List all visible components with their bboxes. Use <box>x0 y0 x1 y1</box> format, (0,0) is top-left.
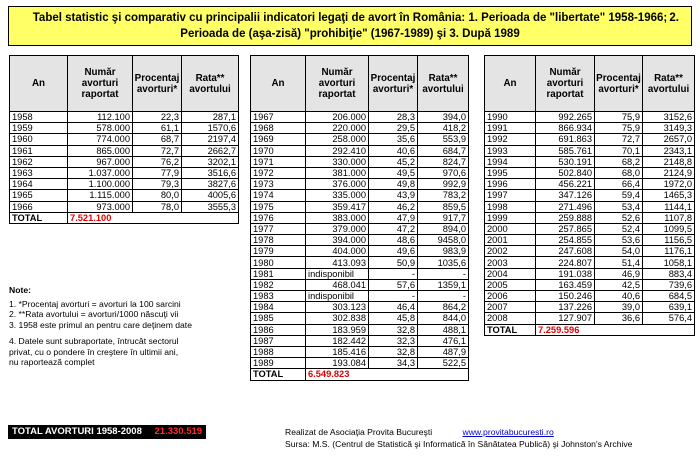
header-abortion-rate: Rata** avortului <box>182 56 239 112</box>
cell-abortion-rate: 3149,3 <box>643 123 695 134</box>
cell-abortion-percent: 75,9 <box>595 123 643 134</box>
cell-abortion-rate: 844,0 <box>418 313 469 324</box>
header-abortions-count: Număr avorturi raportat <box>68 56 133 112</box>
cell-abortions-count: 302.838 <box>306 313 369 324</box>
cell-abortions-count: 247.608 <box>536 246 595 257</box>
cell-year: 1961 <box>10 145 68 156</box>
cell-abortion-percent: 79,3 <box>133 179 182 190</box>
cell-abortions-count: indisponibil <box>306 268 369 279</box>
cell-abortion-percent: 51,4 <box>595 257 643 268</box>
cell-year: 1963 <box>10 167 68 178</box>
cell-abortion-percent: 59,4 <box>595 190 643 201</box>
cell-abortions-count: 1.115.000 <box>68 190 133 201</box>
cell-year: 1986 <box>251 324 306 335</box>
cell-abortions-count: 220.000 <box>306 123 369 134</box>
cell-year: 1993 <box>485 145 536 156</box>
cell-year: 1969 <box>251 134 306 145</box>
cell-abortion-rate: 2148,8 <box>643 156 695 167</box>
cell-abortion-rate: 824,7 <box>418 156 469 167</box>
header-year: An <box>251 56 306 112</box>
table-row <box>485 179 695 190</box>
table-row <box>251 167 469 178</box>
cell-abortion-rate: 4005,6 <box>182 190 239 201</box>
table-row <box>485 302 695 313</box>
cell-abortion-rate: 488,1 <box>418 324 469 335</box>
cell-abortion-rate: 970,6 <box>418 167 469 178</box>
cell-abortion-rate: - <box>418 268 469 279</box>
cell-abortions-count: 191.038 <box>536 268 595 279</box>
cell-abortion-rate: 3152,6 <box>643 112 695 123</box>
table-1967-1989 <box>250 55 469 381</box>
cell-abortions-count: 335.000 <box>306 190 369 201</box>
grand-total-label: TOTAL AVORTURI 1958-2008 <box>12 426 142 437</box>
cell-abortion-rate: 783,2 <box>418 190 469 201</box>
cell-year: 1987 <box>251 335 306 346</box>
cell-abortion-percent: 61,1 <box>133 123 182 134</box>
cell-abortions-count: 150.246 <box>536 291 595 302</box>
table-row <box>251 291 469 302</box>
table-row <box>485 134 695 145</box>
total-label: TOTAL <box>10 212 68 223</box>
cell-abortion-percent: 47,2 <box>369 223 418 234</box>
table-row <box>485 123 695 134</box>
note-item: 1. *Procentaj avorturi = avorturi la 100 sarcini <box>9 298 181 309</box>
cell-abortions-count: 967.000 <box>68 156 133 167</box>
table-row <box>251 324 469 335</box>
header-year: An <box>10 56 68 112</box>
cell-abortion-rate: 1359,1 <box>418 279 469 290</box>
cell-abortions-count: 292.410 <box>306 145 369 156</box>
cell-year: 1983 <box>251 291 306 302</box>
cell-year: 1981 <box>251 268 306 279</box>
table-row <box>251 257 469 268</box>
title-line-1: Tabel statistic şi comparativ cu principalii indicatori legaţi de avort în România: 1. Perioada de "libertate" 1958-1966; <box>32 12 668 24</box>
total-row <box>485 324 695 335</box>
cell-abortion-percent: 35,6 <box>369 134 418 145</box>
table-row <box>10 201 239 212</box>
cell-year: 1976 <box>251 212 306 223</box>
cell-abortion-percent: 50,9 <box>369 257 418 268</box>
table-row <box>251 235 469 246</box>
table-row <box>10 134 239 145</box>
cell-abortions-count: 502.840 <box>536 167 595 178</box>
table-row <box>10 145 239 156</box>
cell-abortion-rate: 864,2 <box>418 302 469 313</box>
cell-abortion-percent: 42,5 <box>595 279 643 290</box>
cell-abortion-percent: 76,2 <box>133 156 182 167</box>
cell-year: 1977 <box>251 223 306 234</box>
cell-abortion-rate: 917,7 <box>418 212 469 223</box>
cell-abortion-percent: 48,6 <box>369 235 418 246</box>
cell-abortion-percent: 46,9 <box>595 268 643 279</box>
cell-abortion-rate: 1156,5 <box>643 235 695 246</box>
cell-year: 1970 <box>251 145 306 156</box>
table-row <box>485 279 695 290</box>
cell-abortion-rate: 1144,1 <box>643 201 695 212</box>
table-row <box>10 123 239 134</box>
table-row <box>10 179 239 190</box>
table-row <box>485 257 695 268</box>
cell-abortion-rate: 418,2 <box>418 123 469 134</box>
cell-abortion-percent: - <box>369 268 418 279</box>
cell-abortion-rate: 883,4 <box>643 268 695 279</box>
cell-abortions-count: 383.000 <box>306 212 369 223</box>
cell-abortion-percent: 32,8 <box>369 346 418 357</box>
cell-year: 1992 <box>485 134 536 145</box>
header-abortion-percent: Procentaj avorturi* <box>369 56 418 112</box>
cell-abortion-rate: 3202,1 <box>182 156 239 167</box>
cell-abortion-percent: 34,3 <box>369 358 418 369</box>
table-row <box>485 223 695 234</box>
cell-year: 1985 <box>251 313 306 324</box>
table-row <box>251 279 469 290</box>
cell-year: 1984 <box>251 302 306 313</box>
cell-abortion-rate: 739,6 <box>643 279 695 290</box>
cell-year: 1994 <box>485 156 536 167</box>
cell-abortions-count: 163.459 <box>536 279 595 290</box>
website-link[interactable]: www.provitabucuresti.ro <box>462 427 554 437</box>
cell-abortion-percent: 46,4 <box>369 302 418 313</box>
table-row <box>485 112 695 123</box>
cell-abortion-percent: 49,8 <box>369 179 418 190</box>
cell-abortion-percent: 32,3 <box>369 335 418 346</box>
cell-abortion-rate: 9458,0 <box>418 235 469 246</box>
cell-abortion-rate: 684,7 <box>418 145 469 156</box>
cell-abortion-rate: 2124,9 <box>643 167 695 178</box>
cell-abortions-count: 330.000 <box>306 156 369 167</box>
cell-abortion-percent: 40,6 <box>369 145 418 156</box>
table-row <box>251 335 469 346</box>
cell-abortions-count: 206.000 <box>306 112 369 123</box>
cell-year: 1989 <box>251 358 306 369</box>
table-row <box>485 235 695 246</box>
table-row <box>485 167 695 178</box>
grand-total-value: 21.330.519 <box>154 426 203 437</box>
cell-abortion-percent: 68,7 <box>133 134 182 145</box>
cell-abortions-count: 774.000 <box>68 134 133 145</box>
cell-abortion-rate: 684,5 <box>643 291 695 302</box>
title-number: 2. <box>669 12 679 24</box>
table-row <box>485 145 695 156</box>
cell-abortion-rate: 1035,6 <box>418 257 469 268</box>
cell-abortion-rate: 553,9 <box>418 134 469 145</box>
note-item: 4. Datele sunt subraportate, întrucât sectorul privat, cu o pondere în creştere în ultimii ani, nu raportează complet <box>9 336 179 367</box>
cell-abortion-percent: 72,7 <box>595 134 643 145</box>
cell-abortions-count: 865.000 <box>68 145 133 156</box>
cell-year: 1958 <box>10 112 68 123</box>
cell-abortion-percent: 46,2 <box>369 201 418 212</box>
table-row <box>485 201 695 212</box>
cell-abortions-count: 468.041 <box>306 279 369 290</box>
cell-abortion-rate: 287,1 <box>182 112 239 123</box>
header-abortions-count: Număr avorturi raportat <box>306 56 369 112</box>
cell-abortion-percent: 22,3 <box>133 112 182 123</box>
cell-abortion-percent: 53,4 <box>595 201 643 212</box>
table-row <box>251 358 469 369</box>
header-abortion-percent: Procentaj avorturi* <box>133 56 182 112</box>
cell-abortion-percent: 80,0 <box>133 190 182 201</box>
cell-year: 2006 <box>485 291 536 302</box>
cell-year: 1973 <box>251 179 306 190</box>
cell-abortion-rate: 576,4 <box>643 313 695 324</box>
total-label: TOTAL <box>485 324 536 335</box>
total-row <box>251 369 469 380</box>
table-row <box>251 212 469 223</box>
cell-abortions-count: 578.000 <box>68 123 133 134</box>
table-row <box>251 302 469 313</box>
table-row <box>251 268 469 279</box>
cell-abortions-count: 359.417 <box>306 201 369 212</box>
cell-abortions-count: 182.442 <box>306 335 369 346</box>
cell-abortion-rate: 1465,3 <box>643 190 695 201</box>
table-row <box>251 246 469 257</box>
table-row <box>251 346 469 357</box>
cell-abortion-rate: 1099,5 <box>643 223 695 234</box>
cell-abortion-percent: 68,2 <box>595 156 643 167</box>
table-row <box>251 134 469 145</box>
cell-year: 1988 <box>251 346 306 357</box>
cell-year: 1998 <box>485 201 536 212</box>
cell-abortion-percent: 75,9 <box>595 112 643 123</box>
header-abortion-percent: Procentaj avorturi* <box>595 56 643 112</box>
cell-abortion-rate: 639,1 <box>643 302 695 313</box>
cell-abortions-count: 127.907 <box>536 313 595 324</box>
cell-abortion-percent: 54,0 <box>595 246 643 257</box>
header-abortions-count: Număr avorturi raportat <box>536 56 595 112</box>
cell-year: 1972 <box>251 167 306 178</box>
header-abortion-rate: Rata** avortului <box>643 56 695 112</box>
table-row <box>485 313 695 324</box>
cell-abortions-count: 394.000 <box>306 235 369 246</box>
cell-abortion-percent: 68,0 <box>595 167 643 178</box>
cell-abortion-percent: 29,5 <box>369 123 418 134</box>
cell-year: 1967 <box>251 112 306 123</box>
cell-abortion-percent: 72,7 <box>133 145 182 156</box>
total-value: 7.259.596 <box>536 324 695 335</box>
cell-year: 2005 <box>485 279 536 290</box>
cell-abortion-percent: 52,6 <box>595 212 643 223</box>
cell-year: 2002 <box>485 246 536 257</box>
cell-abortion-rate: - <box>418 291 469 302</box>
cell-abortion-rate: 3555,3 <box>182 201 239 212</box>
cell-abortions-count: 456.221 <box>536 179 595 190</box>
cell-abortions-count: 257.865 <box>536 223 595 234</box>
table-row <box>10 167 239 178</box>
cell-abortion-percent: 53,6 <box>595 235 643 246</box>
credits <box>285 426 632 450</box>
table-row <box>251 145 469 156</box>
grand-total-bar <box>8 425 206 439</box>
cell-abortion-percent: 70,1 <box>595 145 643 156</box>
cell-abortion-rate: 859,5 <box>418 201 469 212</box>
cell-abortion-rate: 1176,1 <box>643 246 695 257</box>
table-row <box>10 190 239 201</box>
table-row <box>485 246 695 257</box>
notes-section <box>9 285 239 368</box>
cell-abortions-count: 185.416 <box>306 346 369 357</box>
table-row <box>251 112 469 123</box>
note-item: 3. 1958 este primul an pentru care deţinem date <box>9 319 192 330</box>
cell-year: 1974 <box>251 190 306 201</box>
credits-made-by: Realizat de Asociaţia Provita Bucureşti <box>285 427 433 437</box>
cell-abortions-count: 992.265 <box>536 112 595 123</box>
cell-year: 1975 <box>251 201 306 212</box>
cell-year: 1964 <box>10 179 68 190</box>
cell-abortions-count: 381.000 <box>306 167 369 178</box>
cell-abortion-rate: 1058,1 <box>643 257 695 268</box>
cell-abortion-percent: 43,9 <box>369 190 418 201</box>
table-row <box>485 212 695 223</box>
table-row <box>251 313 469 324</box>
cell-abortion-rate: 983,9 <box>418 246 469 257</box>
cell-year: 2003 <box>485 257 536 268</box>
cell-year: 1980 <box>251 257 306 268</box>
cell-abortion-rate: 394,0 <box>418 112 469 123</box>
table-row <box>485 291 695 302</box>
cell-abortions-count: 376.000 <box>306 179 369 190</box>
cell-abortion-rate: 476,1 <box>418 335 469 346</box>
cell-year: 1959 <box>10 123 68 134</box>
header-year: An <box>485 56 536 112</box>
table-row <box>251 179 469 190</box>
cell-abortions-count: 137.226 <box>536 302 595 313</box>
cell-year: 2007 <box>485 302 536 313</box>
total-value: 7.521.100 <box>68 212 239 223</box>
table-row <box>485 156 695 167</box>
cell-abortions-count: 112.100 <box>68 112 133 123</box>
cell-year: 1962 <box>10 156 68 167</box>
cell-abortion-rate: 2343,1 <box>643 145 695 156</box>
table-row <box>485 190 695 201</box>
cell-abortions-count: 1.037.000 <box>68 167 133 178</box>
cell-year: 1960 <box>10 134 68 145</box>
cell-abortion-percent: 36,6 <box>595 313 643 324</box>
cell-abortion-rate: 1107,8 <box>643 212 695 223</box>
cell-abortion-rate: 1972,0 <box>643 179 695 190</box>
cell-abortions-count: 973.000 <box>68 201 133 212</box>
cell-year: 1996 <box>485 179 536 190</box>
cell-year: 2004 <box>485 268 536 279</box>
cell-year: 1979 <box>251 246 306 257</box>
cell-abortion-percent: 66,4 <box>595 179 643 190</box>
cell-year: 1991 <box>485 123 536 134</box>
cell-abortion-percent: 49,6 <box>369 246 418 257</box>
total-row <box>10 212 239 223</box>
title-line-2: Perioada de (aşa-zisă) "prohibiţie" (1967-1989) şi 3. După 1989 <box>180 28 520 40</box>
cell-abortions-count: 303.123 <box>306 302 369 313</box>
cell-year: 1965 <box>10 190 68 201</box>
cell-abortion-rate: 992,9 <box>418 179 469 190</box>
cell-abortions-count: 530.191 <box>536 156 595 167</box>
cell-abortions-count: 413.093 <box>306 257 369 268</box>
cell-abortion-percent: 45,2 <box>369 156 418 167</box>
cell-abortion-rate: 894,0 <box>418 223 469 234</box>
cell-year: 1966 <box>10 201 68 212</box>
cell-year: 1968 <box>251 123 306 134</box>
cell-abortion-rate: 2662,7 <box>182 145 239 156</box>
note-item: 2. **Rata avortului = avorturi/1000 născuţi vii <box>9 309 179 319</box>
cell-abortion-rate: 3827,6 <box>182 179 239 190</box>
cell-abortions-count: 258.000 <box>306 134 369 145</box>
table-row <box>10 112 239 123</box>
cell-abortion-percent: - <box>369 291 418 302</box>
cell-abortion-percent: 77,9 <box>133 167 182 178</box>
cell-year: 1978 <box>251 235 306 246</box>
cell-abortion-percent: 49,5 <box>369 167 418 178</box>
cell-abortion-rate: 3516,6 <box>182 167 239 178</box>
table-row <box>251 223 469 234</box>
cell-abortion-percent: 39,0 <box>595 302 643 313</box>
cell-abortion-rate: 522,5 <box>418 358 469 369</box>
total-label: TOTAL <box>251 369 306 380</box>
credits-source: Sursa: M.S. (Centrul de Statistică şi Informatică în Sănătatea Publică) şi Johnston's Archive <box>285 439 633 449</box>
table-row <box>251 190 469 201</box>
cell-year: 2000 <box>485 223 536 234</box>
cell-abortions-count: 1.100.000 <box>68 179 133 190</box>
table-1958-1966 <box>9 55 239 224</box>
cell-abortion-percent: 45,8 <box>369 313 418 324</box>
cell-abortions-count: 254.855 <box>536 235 595 246</box>
cell-abortion-percent: 47,9 <box>369 212 418 223</box>
title-banner <box>8 6 692 46</box>
cell-abortions-count: 379.000 <box>306 223 369 234</box>
cell-year: 1997 <box>485 190 536 201</box>
cell-abortions-count: 347.126 <box>536 190 595 201</box>
cell-abortions-count: 183.959 <box>306 324 369 335</box>
cell-year: 1995 <box>485 167 536 178</box>
table-row <box>251 123 469 134</box>
cell-abortions-count: 866.934 <box>536 123 595 134</box>
cell-abortions-count: 691.863 <box>536 134 595 145</box>
cell-year: 1990 <box>485 112 536 123</box>
table-row <box>251 201 469 212</box>
table-row <box>251 156 469 167</box>
cell-abortion-percent: 28,3 <box>369 112 418 123</box>
cell-abortion-rate: 2197,4 <box>182 134 239 145</box>
cell-abortion-percent: 57,6 <box>369 279 418 290</box>
cell-year: 1971 <box>251 156 306 167</box>
cell-abortion-rate: 1570,6 <box>182 123 239 134</box>
cell-year: 1982 <box>251 279 306 290</box>
cell-abortion-percent: 40,6 <box>595 291 643 302</box>
cell-abortions-count: indisponibil <box>306 291 369 302</box>
cell-abortions-count: 585.761 <box>536 145 595 156</box>
header-abortion-rate: Rata** avortului <box>418 56 469 112</box>
table-row <box>10 156 239 167</box>
cell-abortion-percent: 32,8 <box>369 324 418 335</box>
table-1990-2008 <box>484 55 695 336</box>
table-row <box>485 268 695 279</box>
cell-abortions-count: 193.084 <box>306 358 369 369</box>
cell-abortion-rate: 487,9 <box>418 346 469 357</box>
cell-year: 1999 <box>485 212 536 223</box>
total-value: 6.549.823 <box>306 369 469 380</box>
cell-year: 2001 <box>485 235 536 246</box>
cell-abortion-percent: 52,4 <box>595 223 643 234</box>
cell-abortions-count: 224.807 <box>536 257 595 268</box>
notes-title: Note: <box>9 285 31 295</box>
cell-abortion-percent: 78,0 <box>133 201 182 212</box>
cell-abortion-rate: 2657,0 <box>643 134 695 145</box>
cell-abortions-count: 259.888 <box>536 212 595 223</box>
cell-abortions-count: 404.000 <box>306 246 369 257</box>
cell-year: 2008 <box>485 313 536 324</box>
cell-abortions-count: 271.496 <box>536 201 595 212</box>
